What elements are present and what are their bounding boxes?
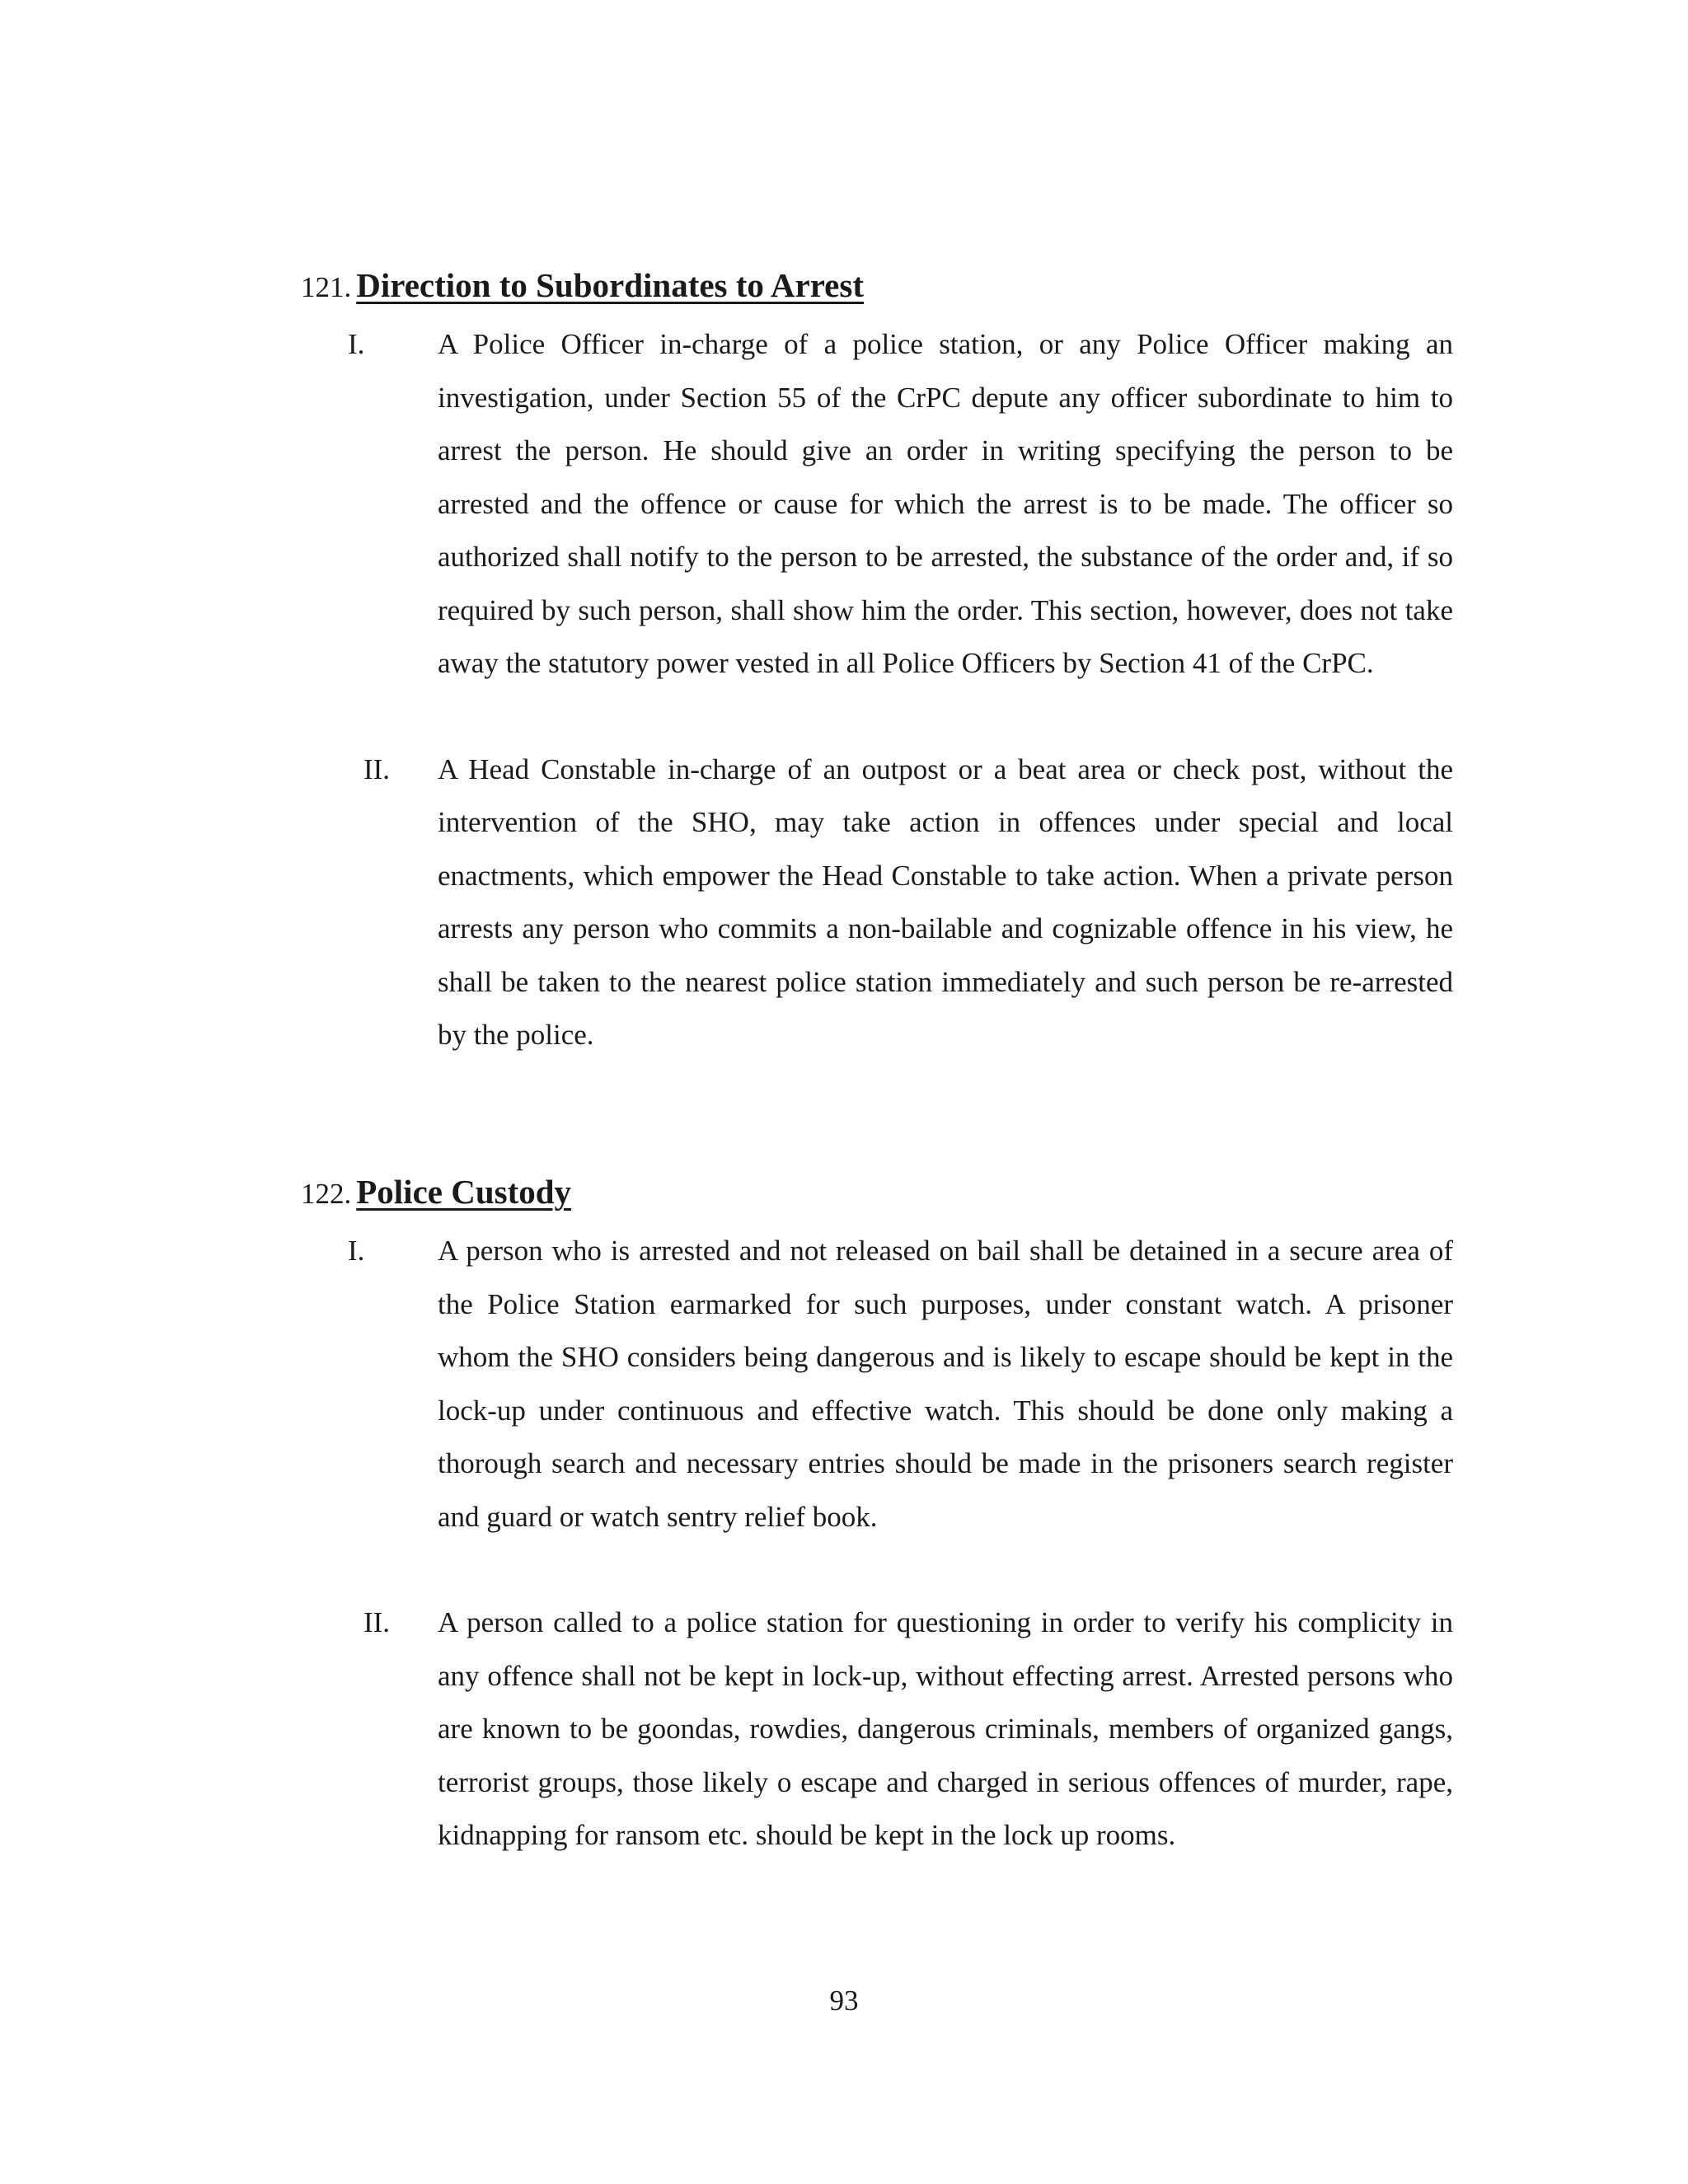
clause-text: A Head Constable in-charge of an outpost or a beat area or check post, without the intervention of the SHO, may take action in offences under special and local enactments, which empower the Head Constable to take action. When a private person arrests any person who commits a non-bailable and cognizable offence in his view, he shall be taken to the nearest police station immediately and such person be re-arrested by the police. (438, 752, 1453, 1051)
page-number: 93 (829, 1985, 859, 2017)
section-title: Direction to Subordinates to Arrest (356, 266, 864, 304)
clause-text: A person called to a police station for questioning in order to verify his complicity in any offence shall not be kept in lock-up, without effecting arrest. Arrested persons who are known to be goondas, rowdies, dangerous criminals, members of organized gangs, terrorist groups, those likely o escape and charged in serious offences of murder, rape, kidnapping for ransom etc. should be kept in the lock up rooms. (438, 1606, 1453, 1851)
clause-text: A person who is arrested and not released on bail shall be detained in a secure area of the Police Station earmarked for such purposes, under constant watch. A prisoner whom the SHO considers being dangerous and is likely to escape should be kept in the lock-up under continuous and effective watch. This should be done only making a thorough search and necessary entries should be made in the prisoners search register and guard or watch sentry relief book. (438, 1235, 1453, 1533)
clause-numeral: I. (348, 1235, 365, 1267)
clause-item (301, 1225, 1455, 1544)
clause-numeral: II. (363, 752, 391, 785)
clause-item (301, 318, 1455, 691)
clause-numeral: II. (363, 1606, 391, 1638)
clause-text: A Police Officer in-charge of a police station, or any Police Officer making an investigation, under Section 55 of the CrPC depute any officer subordinate to him to arrest the person. He should give an order in writing specifying the person to be arrested and the offence or cause for which the arrest is to be made. The officer so authorized shall notify to the person to be arrested, the substance of the order and, if so required by such person, shall show him the order. This section, however, does not take away the statutory power vested in all Police Officers by Section 41 of the CrPC. (438, 328, 1453, 679)
section-heading (301, 1172, 1455, 1221)
section-heading (301, 265, 1455, 315)
section-title: Police Custody (356, 1173, 572, 1211)
clause-item (301, 1596, 1455, 1863)
clause-item (301, 743, 1455, 1062)
section-121 (301, 265, 1455, 1062)
section-number: 121. (301, 271, 352, 303)
section-number: 122. (301, 1178, 352, 1210)
clause-numeral: I. (348, 328, 365, 360)
section-122 (301, 1172, 1455, 1863)
